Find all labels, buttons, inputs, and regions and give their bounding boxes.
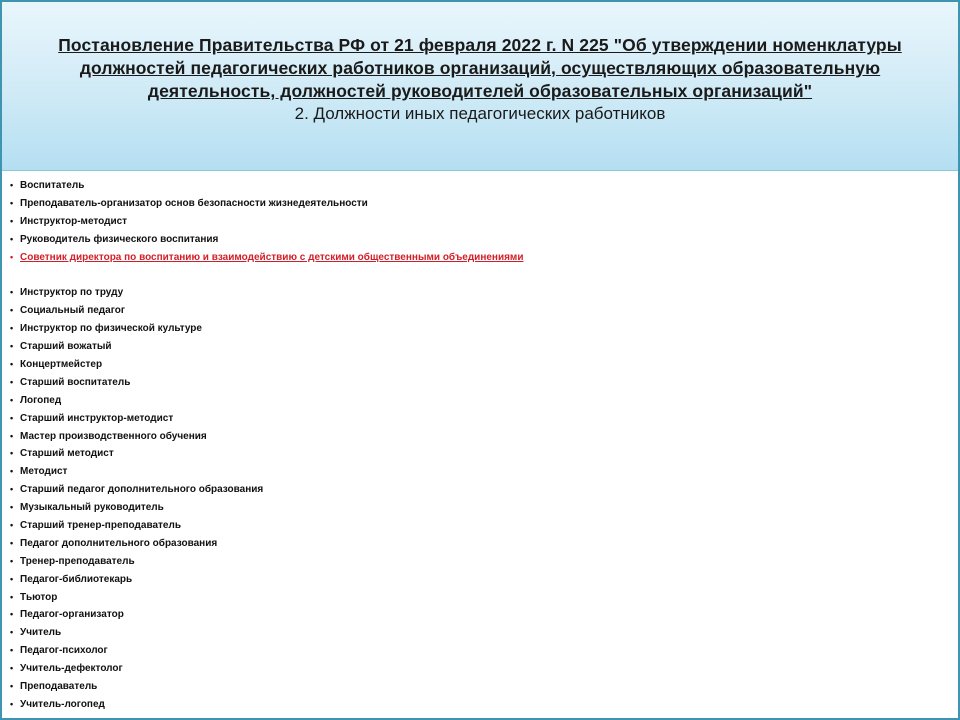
section-subtitle: 2. Должности иных педагогических работников [294, 104, 666, 123]
list-item [8, 589, 523, 607]
list-item-label: Методист [20, 466, 68, 478]
bullet-icon: • [10, 412, 14, 423]
bullet-icon: • [10, 323, 14, 334]
list-item-label: Старший инструктор-методист [20, 412, 174, 424]
title-line: Постановление Правительства РФ от 21 февраля 2022 г. N 225 "Об утверждении номенклатуры [58, 35, 902, 55]
list-item-label: Логопед [20, 394, 62, 406]
list-item [8, 499, 523, 517]
list-item-label: Музыкальный руководитель [20, 502, 164, 514]
bullet-icon: • [10, 376, 14, 387]
list-item [8, 177, 523, 195]
list-item-label: Преподаватель [20, 681, 98, 693]
list-item [8, 428, 523, 446]
list-spacer [8, 266, 523, 284]
bullet-icon: • [10, 573, 14, 584]
list-item-label: Советник директора по воспитанию и взаимодействию с детскими общественными объединениями [20, 251, 524, 263]
bullet-icon: • [10, 233, 14, 244]
list-item-label: Старший вожатый [20, 341, 112, 353]
bullet-icon: • [10, 251, 14, 262]
list-item [8, 374, 523, 392]
bullet-icon: • [10, 555, 14, 566]
list-item-label: Тренер-преподаватель [20, 555, 135, 567]
list-item [8, 231, 523, 249]
bullet-icon: • [10, 645, 14, 656]
bullet-icon: • [10, 197, 14, 208]
bullet-icon: • [10, 484, 14, 495]
list-item-label: Воспитатель [20, 180, 85, 191]
list-item [8, 392, 523, 410]
bullet-icon: • [10, 180, 14, 190]
highlighted-list-item [8, 249, 523, 267]
list-item-label: Учитель-дефектолог [20, 663, 123, 675]
list-item [8, 696, 523, 714]
list-item [8, 356, 523, 374]
list-item [8, 642, 523, 660]
bullet-icon: • [10, 520, 14, 531]
bullet-icon: • [10, 359, 14, 370]
list-item [8, 320, 523, 338]
list-item-label: Педагог-организатор [20, 609, 124, 621]
list-item [8, 302, 523, 320]
list-item [8, 213, 523, 231]
bullet-icon: • [10, 537, 14, 548]
list-item-label: Социальный педагог [20, 305, 126, 317]
bullet-icon: • [10, 394, 14, 405]
list-item [8, 463, 523, 481]
list-item [8, 624, 523, 642]
list-item-label: Инструктор-методист [20, 215, 128, 227]
list-item-label: Мастер производственного обучения [20, 430, 207, 442]
list-item [8, 606, 523, 624]
bullet-icon: • [10, 448, 14, 459]
document-title [22, 34, 938, 103]
list-item [8, 571, 523, 589]
list-item [8, 410, 523, 428]
list-item [8, 338, 523, 356]
title-box [2, 2, 958, 171]
bullet-icon: • [10, 466, 14, 477]
list-item-label: Старший тренер-преподаватель [20, 520, 181, 532]
list-item [8, 535, 523, 553]
list-item [8, 660, 523, 678]
title-line: деятельность, должностей руководителей образовательных организаций" [147, 81, 813, 101]
list-item-label: Тьютор [20, 591, 58, 603]
list-item [8, 481, 523, 499]
list-item-label: Старший воспитатель [20, 376, 131, 388]
list-item-label: Руководитель физического воспитания [20, 233, 219, 245]
bullet-icon: • [10, 502, 14, 513]
list-item-label: Педагог дополнительного образования [20, 537, 218, 549]
list-item-label: Инструктор по труду [20, 287, 124, 299]
list-item-label: Старший методист [20, 448, 114, 460]
positions-list [8, 177, 523, 714]
list-item-label: Инструктор по физической культуре [20, 323, 202, 335]
list-item [8, 445, 523, 463]
list-item-label: Учитель-логопед [20, 698, 105, 710]
list-item-label: Педагог-психолог [20, 645, 108, 657]
list-item-label: Учитель [20, 627, 62, 639]
list-item-label: Преподаватель-организатор основ безопасности жизнедеятельности [20, 197, 368, 209]
bullet-icon: • [10, 430, 14, 441]
list-item-label: Концертмейстер [20, 359, 103, 371]
bullet-icon: • [10, 698, 14, 709]
list-item [8, 517, 523, 535]
list-item-label: Педагог-библиотекарь [20, 573, 133, 585]
bullet-icon: • [10, 627, 14, 638]
bullet-icon: • [10, 215, 14, 226]
bullet-icon: • [10, 287, 14, 298]
bullet-icon: • [10, 341, 14, 352]
bullet-icon: • [10, 681, 14, 692]
bullet-icon: • [10, 305, 14, 316]
list-item [8, 553, 523, 571]
list-item [8, 284, 523, 302]
list-item [8, 195, 523, 213]
title-line: должностей педагогических работников организаций, осуществляющих образовательную [79, 58, 881, 78]
bullet-icon: • [10, 663, 14, 674]
bullet-icon: • [10, 609, 14, 620]
list-item-label: Старший педагог дополнительного образования [20, 484, 264, 496]
list-item [8, 678, 523, 696]
bullet-icon: • [10, 591, 14, 602]
